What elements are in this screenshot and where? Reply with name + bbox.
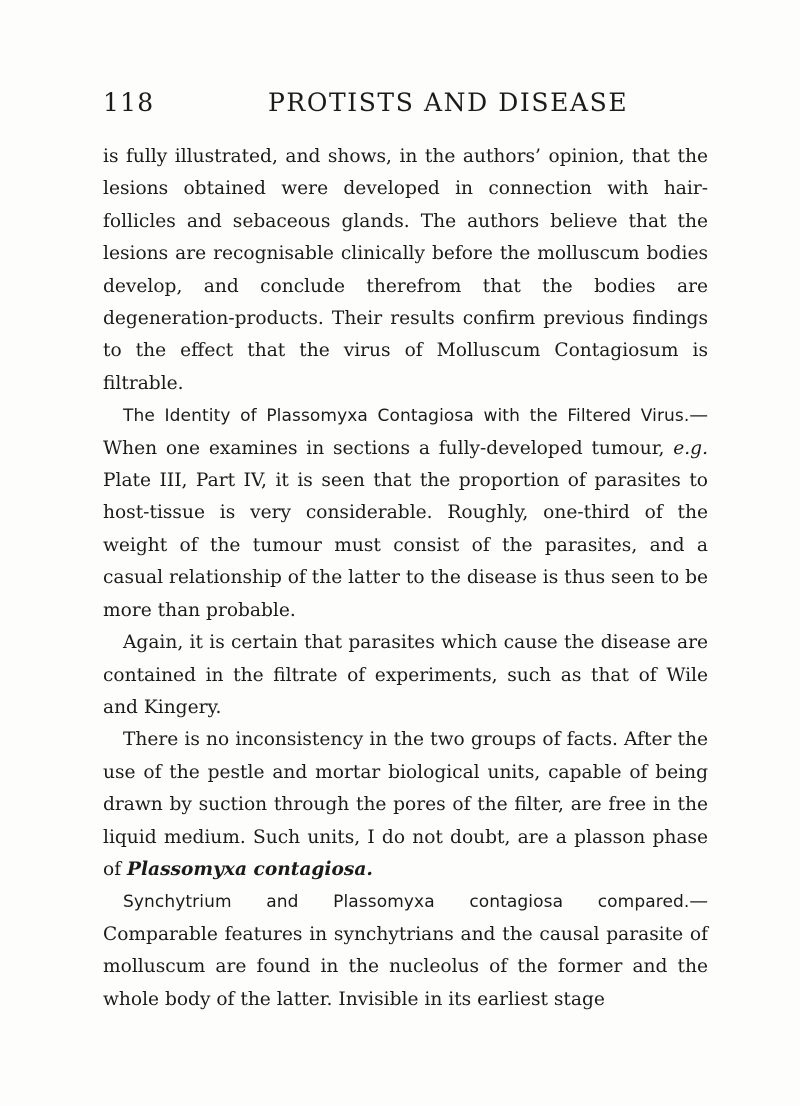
abbreviation-eg: e.g. (673, 437, 708, 459)
paragraph-text: — Comparable features in synchytrians and the causal parasite of molluscum are found in the nucleolus of the former and the whole body of the latter. Invisible in its earliest stage (103, 891, 708, 1010)
paragraph-again (103, 627, 708, 724)
body-text (103, 141, 708, 1016)
species-name: Plassomyxa contagiosa. (127, 858, 373, 880)
paragraph-synchytrium (103, 886, 708, 1016)
running-head (103, 88, 696, 124)
page-number: 118 (103, 88, 155, 117)
running-title: PROTISTS AND DISEASE (268, 88, 629, 117)
section-heading-synchytrium: Synchytrium and Plassomyxa contagiosa compared. (123, 892, 690, 913)
paragraph-text: Plate III, Part IV, it is seen that the proportion of parasites to host-tissue is very considerable. Roughly, one-third of the weight of the tumour must consist of the parasites, and a casual relationship of the latter to the disease is thus seen to be more than probable. (103, 470, 708, 621)
paragraph-identity (103, 400, 708, 627)
paragraph-text: Again, it is certain that parasites which cause the disease are contained in the filtrate of experiments, such as that of Wile and Kingery. (103, 632, 708, 718)
section-heading-identity: The Identity of Plassomyxa Contagiosa with the Filtered Virus. (123, 406, 690, 427)
paragraph-text: There is no inconsistency in the two groups of facts. After the use of the pestle and mortar biological units, capable of being drawn by suction through the pores of the filter, are free in the liquid medium. Such units, I do not doubt, are a plasson phase of (103, 729, 708, 880)
paragraph-text: —When one examines in sections a fully-developed tumour, (103, 405, 708, 459)
paragraph-text: is fully illustrated, and shows, in the authors’ opinion, that the lesions obtained were developed in connection with hair-follicles and sebaceous glands. The authors believe that the lesions are recognisable clinically before the molluscum bodies develop, and conclude therefrom that the bodies are degeneration-products. Their results confirm previous findings to the effect that the virus of Molluscum Contagiosum is filtrable. (103, 146, 708, 394)
paragraph-inconsistency (103, 724, 708, 886)
paragraph-continuation (103, 141, 708, 400)
